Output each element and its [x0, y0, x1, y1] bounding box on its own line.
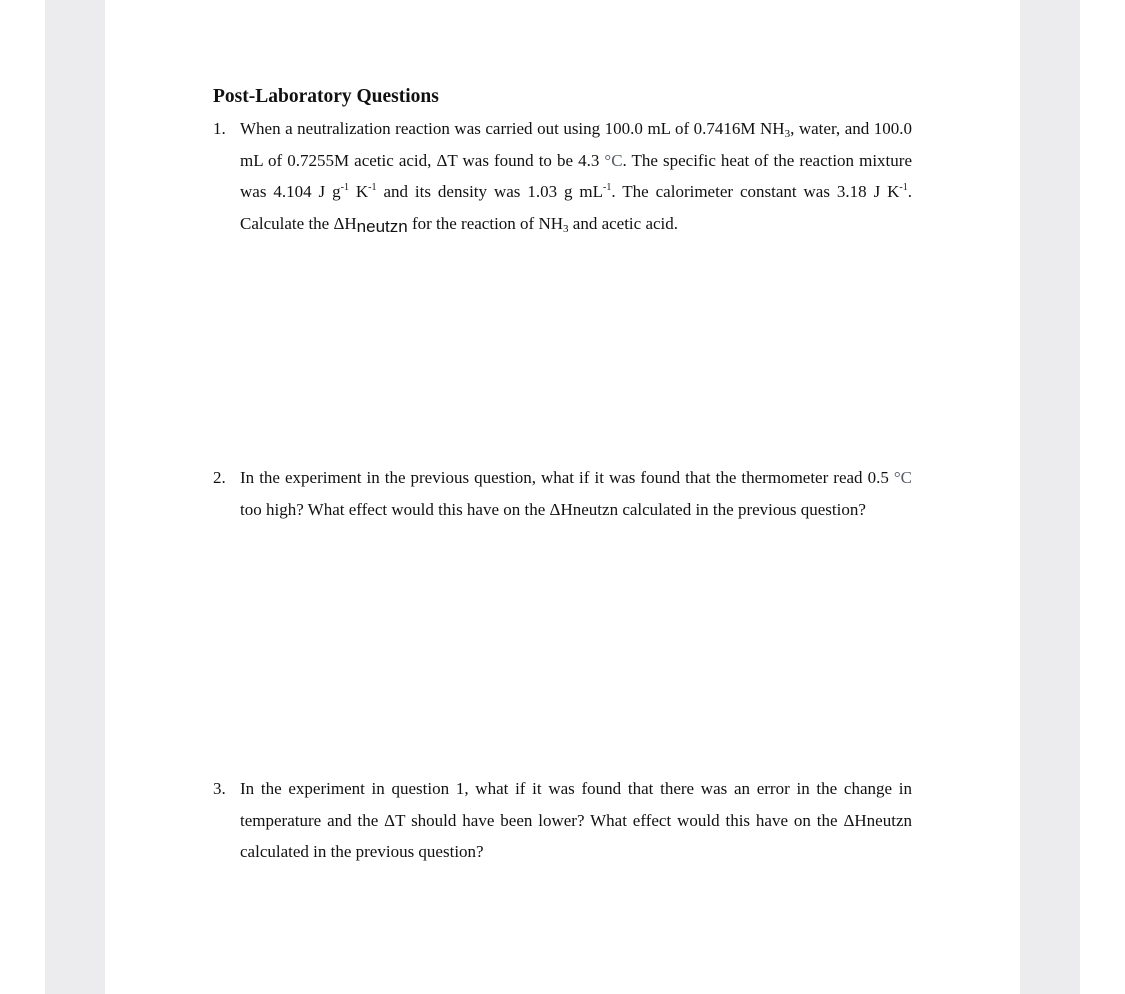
text-run: , water, and 100.0 mL of 0.7255M acetic acid, ΔT was found to be 4.3	[240, 119, 913, 170]
question-number: 2.	[213, 468, 226, 487]
text-run: . The specific heat of the reaction mixture was 4.104 J g	[240, 150, 912, 202]
text-run: too high? What effect would this have on the ΔHneutzn calculated in the previous question?	[240, 499, 866, 519]
superscript: -1	[899, 182, 908, 194]
degree-unit: °C	[604, 150, 623, 170]
text-run: . Calculate the ΔH	[240, 182, 913, 233]
text-run: K	[348, 182, 369, 202]
text-run: and acetic acid.	[568, 213, 679, 233]
question-text	[240, 462, 912, 525]
text-run: . The calorimeter constant was 3.18 J K	[611, 182, 900, 202]
question-2	[213, 462, 912, 525]
subscript: 3	[784, 128, 791, 140]
question-number: 3.	[213, 779, 226, 798]
page-heading: Post-Laboratory Questions	[213, 86, 439, 107]
subscript-neutzn: neutzn	[356, 216, 408, 236]
text-run: In the experiment in the previous question, what if it was found that the thermometer read 0.5	[240, 468, 894, 487]
subscript: 3	[563, 222, 569, 235]
page-content	[213, 80, 913, 862]
question-1	[213, 113, 912, 239]
question-text: In the experiment in question 1, what if it was found that there was an error in the change in temperature and the ΔT should have been lower? What effect would this have on the ΔHneutzn calculated in the previous question?	[240, 779, 912, 862]
text-run: and its density was 1.03 g mL	[376, 182, 604, 202]
question-text	[240, 113, 912, 239]
question-number: 1.	[213, 119, 226, 138]
question-3	[213, 773, 912, 868]
superscript: -1	[340, 182, 349, 194]
text-run: When a neutralization reaction was carried out using 100.0 mL of 0.7416M NH	[240, 119, 785, 138]
text-run: for the reaction of NH	[407, 213, 564, 233]
superscript: -1	[603, 182, 612, 194]
superscript: -1	[368, 182, 377, 194]
degree-unit: °C	[893, 468, 912, 487]
